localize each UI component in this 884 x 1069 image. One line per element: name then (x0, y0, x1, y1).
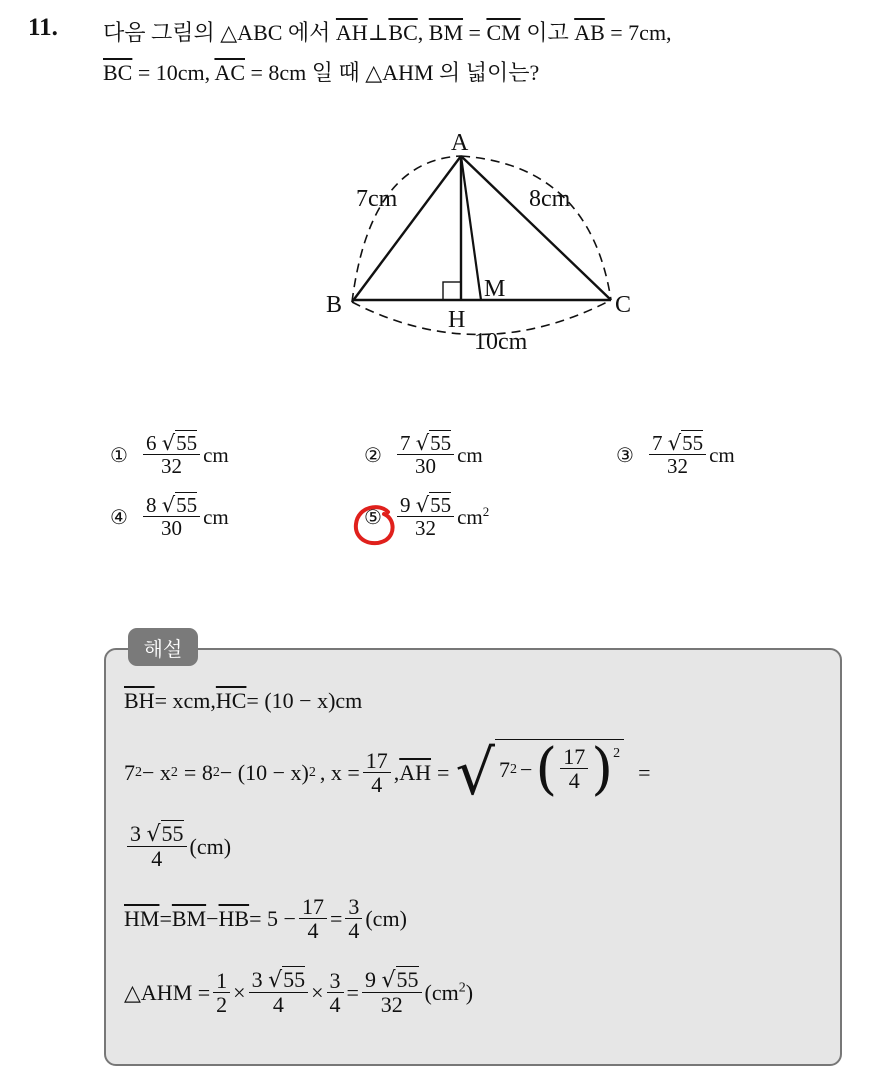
coef: 3 (251, 967, 263, 992)
choice-marker: ③ (616, 443, 634, 468)
term: × (233, 979, 246, 1005)
solution-line-1 (124, 688, 362, 714)
term: = (437, 760, 450, 785)
term: = (638, 760, 651, 785)
question-text: 다음 그림의 △ABC 에서 (103, 20, 336, 45)
term: − (206, 906, 219, 932)
den: 4 (272, 992, 284, 1018)
answer-circle-mark (350, 500, 400, 550)
unit: $cm^2$ (457, 504, 490, 530)
label-ab-length: 7cm (356, 186, 398, 212)
num: 17 (363, 749, 391, 773)
segment-bm: $\overline{BM}$ (428, 20, 464, 45)
coef: 9 (364, 967, 376, 992)
ac-value: = 8cm 일 때 △AHM 의 넓이는? (245, 60, 540, 85)
unit: $(cm^2)$ (424, 979, 474, 1005)
coef: 7 (399, 431, 411, 455)
label-h: H (448, 307, 466, 333)
segment-bh: $\overline{BH}$ (124, 688, 155, 713)
den: 32 (380, 992, 403, 1018)
den: 4 (371, 771, 383, 797)
num: 3 (327, 969, 344, 993)
segment-hc: $\overline{HC}$ (215, 688, 247, 713)
question-number: 11. (28, 14, 58, 41)
segment-ah: $\overline{AH}$ (399, 760, 432, 785)
radicand: 55 (176, 431, 198, 455)
exp: 2 (509, 761, 517, 777)
num: 17 (560, 745, 588, 769)
sqrt-expression: √ 7 2 − ( $\frac{17}{4}$ ) $^2$ (455, 742, 624, 804)
radicand: 55 (396, 967, 419, 992)
radicand: 55 (161, 821, 184, 846)
segment-bc-2: $\overline{BC}$ (103, 60, 133, 85)
label-a: A (451, 130, 469, 156)
denominator: 30 (161, 516, 182, 541)
solution-tab: 해설 (128, 628, 198, 666)
ab-value: = 7cm, (604, 20, 672, 45)
radicand: 55 (283, 967, 306, 992)
segment-hm: $\overline{HM}$ (124, 906, 160, 932)
radicand: 55 (176, 493, 198, 517)
solution-line-2 (124, 736, 651, 809)
bc-value: = 10cm, (132, 60, 215, 85)
term: = (329, 906, 343, 932)
segment-hb: $\overline{HB}$ (218, 906, 250, 932)
den: 2 (216, 991, 228, 1017)
exp: 2 (170, 765, 178, 780)
term: = (159, 906, 172, 932)
den: 4 (329, 991, 341, 1017)
median-am (461, 156, 481, 300)
coef: 9 (399, 493, 411, 517)
den: 4 (307, 918, 319, 944)
term: = 5 − (249, 906, 296, 932)
denominator: 30 (415, 454, 436, 479)
solution-line-4 (124, 895, 407, 943)
coef: 6 (145, 431, 157, 455)
choice-marker: ① (110, 443, 128, 468)
unit: (cm) (189, 833, 232, 859)
exp: 2 (613, 745, 621, 761)
right-angle-mark (443, 282, 461, 300)
term: − (10 − x) (219, 760, 309, 785)
unit: (cm) (365, 906, 407, 932)
choice-4[interactable]: ④ $\frac{8 √55}{30}$ cm (110, 493, 229, 541)
term: × (311, 979, 324, 1005)
segment-ah: $\overline{AH}$ (335, 20, 368, 45)
choice-marker: ⑤ (364, 505, 382, 530)
choice-marker: ④ (110, 505, 128, 530)
question-line-2 (103, 56, 539, 87)
num: 1 (213, 969, 230, 993)
question-line-1 (103, 16, 672, 47)
exp: 2 (308, 765, 316, 780)
unit: cm (709, 442, 735, 467)
segment-ac: $\overline{AC}$ (214, 60, 245, 85)
den: 4 (151, 846, 163, 872)
unit: cm (203, 504, 229, 529)
denominator: 32 (667, 454, 688, 479)
denominator: 32 (415, 516, 436, 541)
den: 4 (568, 768, 580, 794)
term: 7 (498, 756, 510, 782)
coef: 8 (145, 493, 157, 517)
solution-line-5: △AHM = $\frac{1}{2}$ × $\frac{3 √55}{4}$ × $\frac{3}{4}$ = $\frac{9 √55}{32}$ $(cm^2)$ (124, 967, 474, 1018)
segment-bc: $\overline{BC}$ (388, 20, 418, 45)
term: , x = (319, 760, 360, 785)
segment-cm: $\overline{CM}$ (486, 20, 521, 45)
term: △AHM = (124, 979, 211, 1005)
label-m: M (484, 276, 506, 302)
choice-5[interactable]: ⑤ $\frac{9 √55}{32}$ $cm^2$ (364, 493, 490, 541)
triangle-figure (300, 120, 660, 370)
unit: cm (457, 442, 483, 467)
label-bc-length: 10cm (474, 329, 528, 355)
num: 17 (299, 895, 327, 919)
exp: 2 (212, 765, 220, 780)
term: − (519, 756, 533, 782)
denominator: 32 (161, 454, 182, 479)
choice-1[interactable]: ① $\frac{6 √55}{32}$ cm (110, 431, 229, 479)
label-c: C (615, 292, 632, 318)
radicand: 55 (682, 431, 704, 455)
term: = (346, 979, 359, 1005)
coef: 7 (651, 431, 663, 455)
term: 7 (124, 760, 135, 785)
radicand: 55 (430, 493, 452, 517)
choice-3[interactable]: ③ $\frac{7 √55}{32}$ cm (616, 431, 735, 479)
perp-symbol: ⊥ (367, 20, 389, 45)
den: 4 (348, 918, 360, 944)
term: = 8 (183, 760, 213, 785)
solution-line-3: $\frac{3 √55}{4}$ (cm) (124, 822, 231, 871)
question-text-mid: 이고 (520, 20, 575, 45)
label-b: B (326, 292, 343, 318)
unit: cm (203, 442, 229, 467)
term: − x (142, 760, 171, 785)
label-ac-length: 8cm (529, 186, 571, 212)
equals: = (463, 20, 487, 45)
radicand: 55 (430, 431, 452, 455)
segment-bm: $\overline{BM}$ (171, 906, 207, 932)
exp: 2 (135, 765, 142, 780)
term: , (393, 760, 400, 785)
text: = xcm, (154, 688, 216, 713)
coef: 3 (130, 821, 141, 846)
num: 3 (345, 895, 362, 919)
segment-ab: $\overline{AB}$ (574, 20, 605, 45)
side-ab (352, 156, 461, 302)
choice-marker: ② (364, 443, 382, 468)
text: = (10 − x)cm (246, 688, 363, 713)
choice-2[interactable]: ② $\frac{7 √55}{30}$ cm (364, 431, 483, 479)
comma: , (417, 20, 429, 45)
